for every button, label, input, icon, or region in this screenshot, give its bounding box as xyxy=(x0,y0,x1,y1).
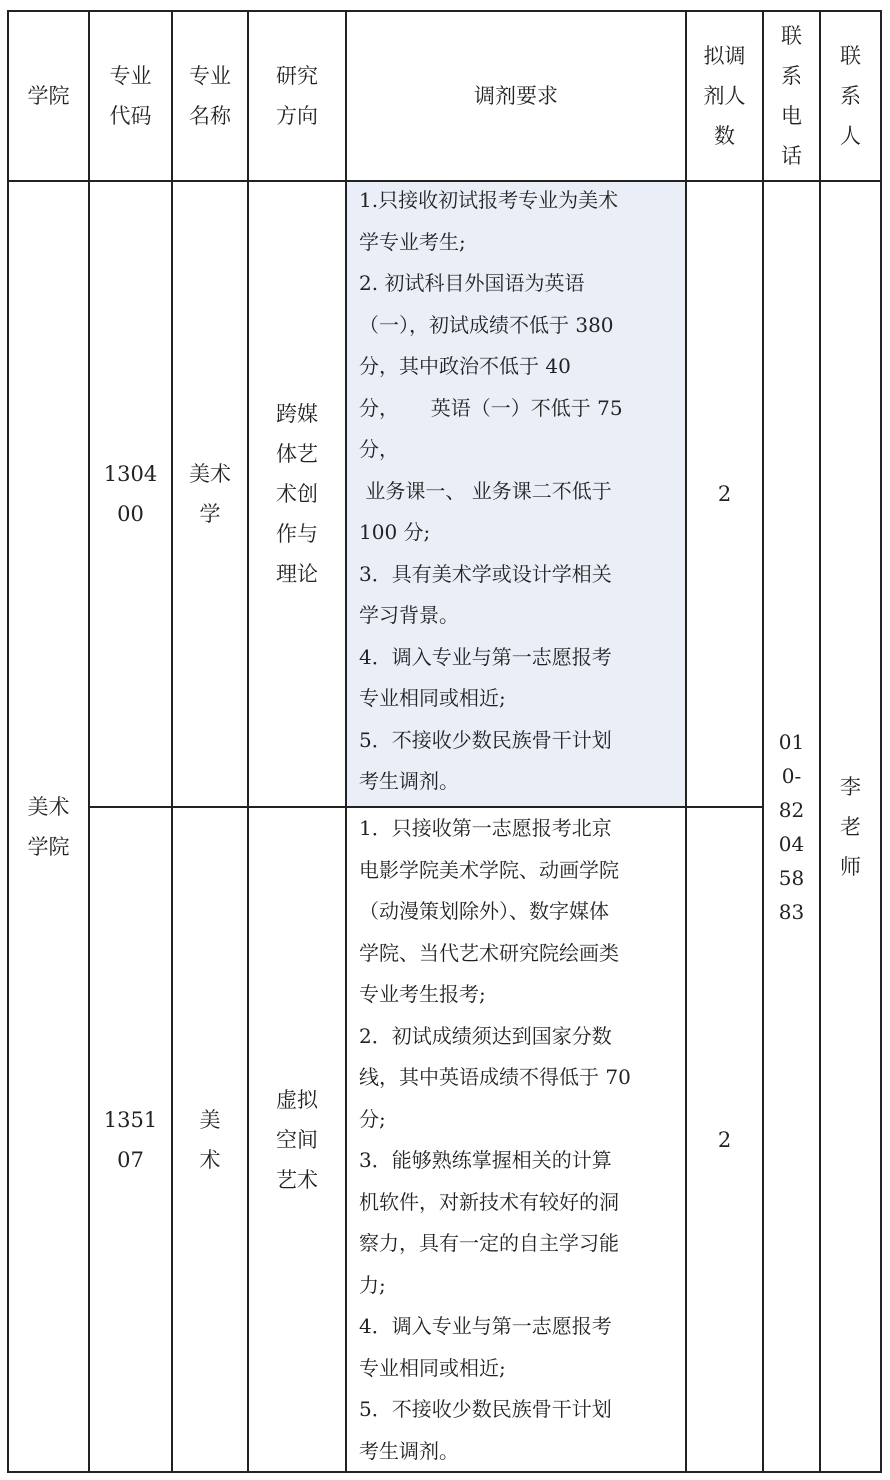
row2-req-line: 线，其中英语成绩不得低于 70 xyxy=(359,1065,631,1089)
row1-code xyxy=(90,182,171,806)
header-major-name xyxy=(173,12,247,180)
row2-name xyxy=(173,808,247,1471)
row2-name-text: 美 术 xyxy=(199,1107,221,1172)
row1-requirements xyxy=(359,180,681,803)
header-requirements-text: 调剂要求 xyxy=(474,84,558,108)
row2-req-line: 专业考生报考; xyxy=(359,982,486,1006)
row1-quota-text: 2 xyxy=(717,482,732,506)
row2-req-line: 1．只接收第一志愿报考北京 xyxy=(359,816,612,840)
row1-quota xyxy=(687,182,762,806)
row2-req-line: 机软件，对新技术有较好的洞 xyxy=(359,1189,619,1214)
row2-quota xyxy=(687,808,762,1471)
row2-code-text: 1351 07 xyxy=(103,1107,158,1172)
header-quota-text: 拟调 剂人 数 xyxy=(703,44,746,148)
row2-req-line: 学院、当代艺术研究院绘画类 xyxy=(359,940,619,965)
college-cell xyxy=(9,182,88,1471)
row1-req-line: 考生调剂。 xyxy=(359,769,459,793)
row1-req-line: （一），初试成绩不低于 380 xyxy=(359,312,614,337)
row1-req-line: 分，其中政治不低于 40 xyxy=(359,354,571,378)
header-quota xyxy=(687,12,762,180)
row1-req-line: 4．调入专业与第一志愿报考 xyxy=(359,644,612,669)
phone-text: 01 0- 82 04 58 83 xyxy=(778,729,805,924)
row2-req-line: 专业相同或相近; xyxy=(359,1355,506,1380)
header-major-code-text: 专业 代码 xyxy=(109,64,152,128)
header-direction-text: 研究 方向 xyxy=(276,64,318,128)
row2-req-line: 3．能够熟练掌握相关的计算 xyxy=(359,1148,612,1172)
row1-direction-text: 跨媒 体艺 术创 作与 理论 xyxy=(276,402,318,586)
header-major-code xyxy=(90,12,171,180)
row2-quota-text: 2 xyxy=(717,1127,732,1152)
row2-req-line: 电影学院美术学院、动画学院 xyxy=(359,857,619,882)
row2-req-line: （动漫策划除外）、数字媒体 xyxy=(359,899,609,923)
row2-requirements xyxy=(359,808,681,1472)
header-major-name-text: 专业 名称 xyxy=(189,64,231,128)
college-text: 美术 学院 xyxy=(27,794,70,859)
row1-req-line: 100 分; xyxy=(359,520,431,544)
row1-req-line: 业务课一、 业务课二不低于 xyxy=(359,478,612,503)
row1-direction xyxy=(249,182,345,806)
row2-req-line: 4．调入专业与第一志愿报考 xyxy=(359,1314,612,1338)
row2-req-line: 分; xyxy=(359,1106,386,1131)
row2-code xyxy=(90,808,171,1471)
row2-req-line: 5．不接收少数民族骨干计划 xyxy=(359,1397,612,1421)
row1-code-text: 1304 00 xyxy=(103,462,158,526)
header-phone xyxy=(764,12,819,180)
row2-req-line: 2．初试成绩须达到国家分数 xyxy=(359,1023,612,1048)
row2-direction-text: 虚拟 空间 艺术 xyxy=(276,1087,318,1192)
header-requirements xyxy=(347,12,685,180)
contact-cell xyxy=(821,182,880,1471)
header-contact xyxy=(821,12,880,180)
header-college-text: 学院 xyxy=(27,84,70,108)
row1-req-line: 分， xyxy=(359,437,399,461)
row2-direction xyxy=(249,808,345,1471)
row1-req-line: 学专业考生; xyxy=(359,229,466,254)
row1-name xyxy=(173,182,247,806)
row1-req-line: 2. 初试科目外国语为英语 xyxy=(359,271,585,295)
row2-req-line: 考生调剂。 xyxy=(359,1438,459,1463)
row1-req-line: 专业相同或相近; xyxy=(359,686,506,710)
col-line-8 xyxy=(880,10,882,1473)
row1-req-line: 3．具有美术学或设计学相关 xyxy=(359,561,612,586)
row1-req-line: 1.只接收初试报考专业为美术 xyxy=(359,188,619,212)
contact-text: 李 老 师 xyxy=(840,774,861,879)
row1-req-line: 分， 英语（一）不低于 75 xyxy=(359,395,623,420)
row2-req-line: 察力，具有一定的自主学习能 xyxy=(359,1231,619,1255)
row2-req-line: 力; xyxy=(359,1272,386,1297)
phone-cell xyxy=(764,182,819,1471)
row1-req-line: 5．不接收少数民族骨干计划 xyxy=(359,727,612,752)
row1-name-text: 美术 学 xyxy=(189,462,231,526)
col-line-4 xyxy=(345,10,347,1473)
header-phone-text: 联 系 电 话 xyxy=(781,24,802,168)
row1-req-line: 学习背景。 xyxy=(359,603,459,627)
header-direction xyxy=(249,12,345,180)
header-contact-text: 联 系 人 xyxy=(840,44,861,148)
header-college xyxy=(9,12,88,180)
